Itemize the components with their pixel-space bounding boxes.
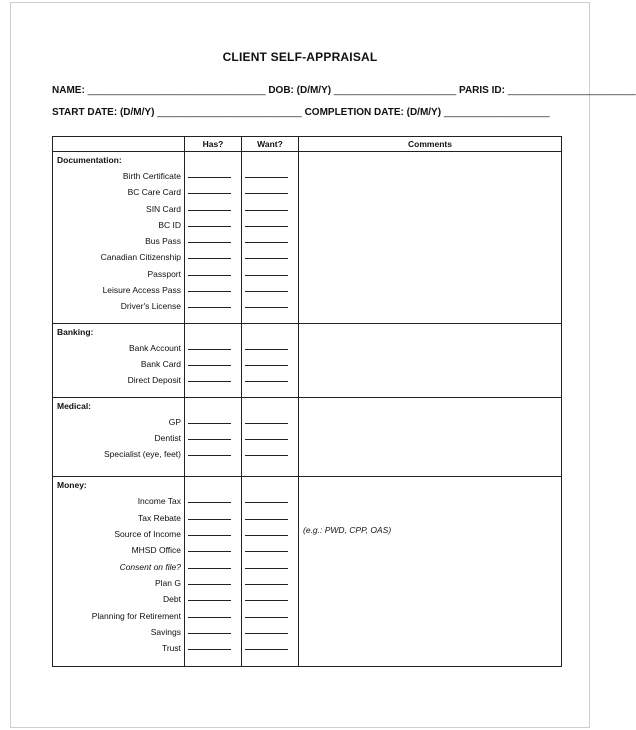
- has-blank[interactable]: [185, 165, 241, 181]
- item-label: Canadian Citizenship: [100, 252, 181, 263]
- item-label: Tax Rebate: [138, 512, 181, 523]
- item-label: Source of Income: [114, 529, 181, 540]
- column-header-has: Has?: [185, 137, 242, 152]
- item-label: Direct Deposit: [127, 375, 181, 386]
- want-blank[interactable]: [242, 637, 298, 653]
- column-header-comments: Comments: [299, 137, 562, 152]
- item-label: SIN Card: [146, 203, 181, 214]
- want-blank[interactable]: [242, 556, 298, 572]
- has-blank[interactable]: [185, 230, 241, 246]
- comments-cell[interactable]: [299, 397, 562, 477]
- want-blank[interactable]: [242, 588, 298, 604]
- want-blank[interactable]: [242, 490, 298, 506]
- has-blank[interactable]: [185, 337, 241, 353]
- has-blank[interactable]: [185, 198, 241, 214]
- has-blank[interactable]: [185, 621, 241, 637]
- section-row: [53, 323, 562, 397]
- completion-date-field[interactable]: ___________________: [443, 107, 550, 118]
- has-blank[interactable]: [185, 279, 241, 295]
- section-row: [53, 397, 562, 477]
- want-blank[interactable]: [242, 427, 298, 443]
- item-label: Passport: [147, 268, 181, 279]
- item-label: Dentist: [154, 432, 181, 443]
- has-blank[interactable]: [185, 523, 241, 539]
- section-row: [53, 477, 562, 667]
- has-blank[interactable]: [185, 353, 241, 369]
- item-label: Birth Certificate: [122, 171, 181, 181]
- item-label: Planning for Retirement: [91, 610, 181, 621]
- want-column-cell: [242, 152, 299, 324]
- want-blank[interactable]: [242, 295, 298, 311]
- has-blank[interactable]: [185, 637, 241, 653]
- want-blank[interactable]: [242, 214, 298, 230]
- has-blank[interactable]: [185, 214, 241, 230]
- want-blank[interactable]: [242, 507, 298, 523]
- want-blank[interactable]: [242, 165, 298, 181]
- section-item-cell: [53, 323, 185, 397]
- want-blank[interactable]: [242, 411, 298, 427]
- item-label: MHSD Office: [131, 545, 181, 556]
- section-title: Medical:: [57, 400, 92, 411]
- has-blank[interactable]: [185, 572, 241, 588]
- section-title: Banking:: [57, 326, 94, 337]
- form-title: CLIENT SELF-APPRAISAL: [222, 50, 378, 64]
- item-label: Bank Account: [129, 342, 181, 353]
- want-blank[interactable]: [242, 337, 298, 353]
- item-label: Bank Card: [140, 358, 181, 369]
- name-label: NAME:: [52, 85, 85, 96]
- header-row-2: [52, 107, 550, 118]
- section-row: [53, 152, 562, 324]
- has-blank[interactable]: [185, 605, 241, 621]
- want-blank[interactable]: [242, 572, 298, 588]
- column-header-item: [53, 137, 185, 152]
- item-label: Debt: [163, 594, 181, 605]
- item-label: Specialist (eye, feet): [103, 449, 181, 460]
- want-blank[interactable]: [242, 279, 298, 295]
- name-field[interactable]: ________________________________: [87, 85, 266, 96]
- want-blank[interactable]: [242, 181, 298, 197]
- start-date-field[interactable]: __________________________: [157, 107, 302, 118]
- want-blank[interactable]: [242, 198, 298, 214]
- item-label: Plan G: [155, 577, 181, 588]
- want-blank[interactable]: [242, 246, 298, 262]
- paris-id-field[interactable]: _______________________: [507, 85, 636, 96]
- has-column-cell: [185, 152, 242, 324]
- appraisal-table: [52, 136, 562, 667]
- want-blank[interactable]: [242, 443, 298, 459]
- column-header-want: Want?: [242, 137, 299, 152]
- has-blank[interactable]: [185, 411, 241, 427]
- has-column-cell: [185, 323, 242, 397]
- want-blank[interactable]: [242, 369, 298, 385]
- has-blank[interactable]: [185, 295, 241, 311]
- want-column-cell: [242, 323, 299, 397]
- has-blank[interactable]: [185, 588, 241, 604]
- item-label: Trust: [161, 643, 181, 654]
- want-column-cell: [242, 397, 299, 477]
- has-blank[interactable]: [185, 369, 241, 385]
- want-blank[interactable]: [242, 230, 298, 246]
- want-blank[interactable]: [242, 523, 298, 539]
- has-column-cell: [185, 477, 242, 667]
- item-label: Consent on file?: [119, 561, 181, 572]
- has-blank[interactable]: [185, 443, 241, 459]
- has-blank[interactable]: [185, 263, 241, 279]
- item-label: Income Tax: [137, 496, 181, 507]
- want-blank[interactable]: [242, 539, 298, 555]
- section-item-cell: [53, 477, 185, 667]
- want-blank[interactable]: [242, 263, 298, 279]
- has-blank[interactable]: [185, 507, 241, 523]
- has-blank[interactable]: [185, 427, 241, 443]
- has-blank[interactable]: [185, 246, 241, 262]
- has-blank[interactable]: [185, 181, 241, 197]
- section-item-cell: [53, 152, 185, 324]
- item-label: BC Care Card: [127, 187, 181, 198]
- paris-id-label: PARIS ID:: [459, 85, 505, 96]
- want-blank[interactable]: [242, 621, 298, 637]
- item-label: GP: [168, 416, 181, 427]
- completion-date-label: COMPLETION DATE: (D/M/Y): [304, 107, 442, 118]
- item-label: Savings: [150, 626, 181, 637]
- comments-cell[interactable]: [299, 477, 562, 667]
- want-blank[interactable]: [242, 353, 298, 369]
- comments-cell[interactable]: [299, 152, 562, 324]
- has-blank[interactable]: [185, 539, 241, 555]
- start-date-label: START DATE: (D/M/Y): [52, 107, 155, 118]
- header-row-1: [52, 85, 636, 96]
- want-column-cell: [242, 477, 299, 667]
- want-blank[interactable]: [242, 605, 298, 621]
- comment-text: (e.g.: PWD, CPP, OAS): [303, 525, 392, 536]
- section-item-cell: [53, 397, 185, 477]
- item-label: Bus Pass: [145, 236, 181, 247]
- has-blank[interactable]: [185, 556, 241, 572]
- item-label: Leisure Access Pass: [102, 285, 181, 296]
- section-title: Documentation:: [57, 155, 122, 165]
- has-column-cell: [185, 397, 242, 477]
- section-title: Money:: [57, 480, 87, 491]
- dob-field[interactable]: ______________________: [333, 85, 457, 96]
- dob-label: DOB: (D/M/Y): [268, 85, 332, 96]
- has-blank[interactable]: [185, 490, 241, 506]
- item-label: Driver's License: [120, 301, 181, 312]
- comments-cell[interactable]: [299, 323, 562, 397]
- item-label: BC ID: [158, 219, 181, 230]
